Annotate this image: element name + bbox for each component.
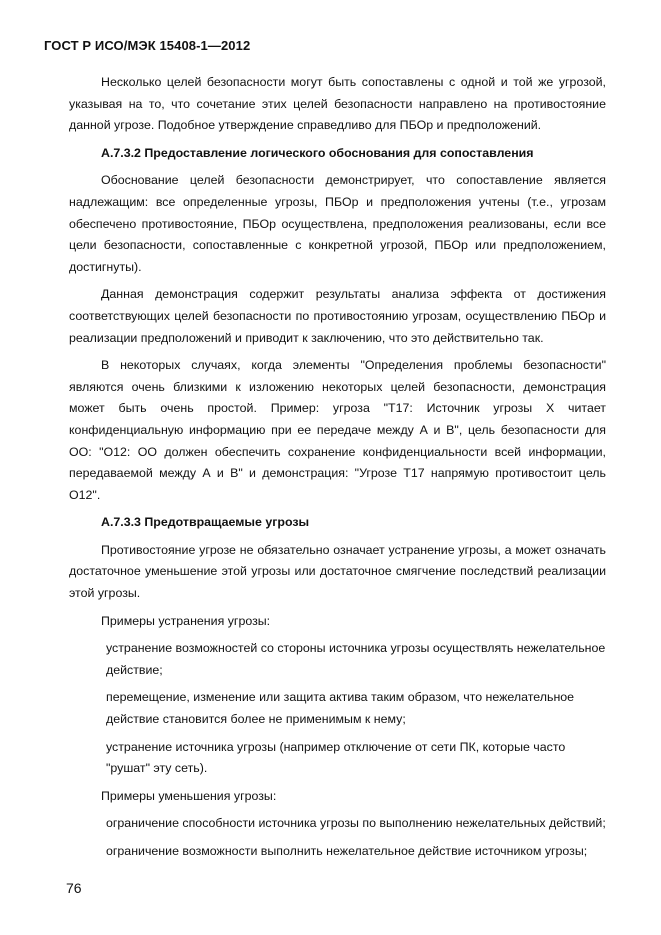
- examples-label: Примеры устранения угрозы:: [101, 613, 271, 628]
- list-item: ограничение способности источника угрозы по выполнению нежелательных действий;: [106, 816, 606, 831]
- document-header: ГОСТ Р ИСО/МЭК 15408-1—2012: [44, 38, 251, 53]
- list-item: устранение источника угрозы (например отключение от сети ПК, которые часто "рушат" эту сеть).: [106, 739, 566, 776]
- list-item: ограничение возможности выполнить нежелательное действие источником угрозы;: [106, 844, 588, 858]
- paragraph: Противостояние угрозе не обязательно означает устранение угрозы, а может означать достаточное уменьшение этой угрозы или достаточное смягчение последствий реализации этой угрозы.: [69, 542, 606, 601]
- section-heading: A.7.3.2 Предоставление логического обоснования для сопоставления: [101, 145, 534, 160]
- list-item: устранение возможностей со стороны источника угрозы осуществлять нежелательное действие;: [106, 641, 606, 677]
- paragraph: Обоснование целей безопасности демонстрирует, что сопоставление является надлежащим: все определенные угрозы, ПБОр и предположения учтены (т.е., угрозам обеспечено противостояние, ПБОр осуществлена, предположения реализованы, если все цели безопасности, сопоставленные с конкретной угрозой, ПБОр или предположением, достигнуты).: [69, 173, 606, 274]
- paragraph: В некоторых случаях, когда элементы "Определения проблемы безопасности" являются очень близкими к изложению некоторых целей безопасности, демонстрация может быть очень простой. Пример: угроза "Т17: Источник угрозы X читает конфиденциальную информацию при ее передаче между А и В", цель безопасности для ОО: "О12: ОО должен обеспечить сохранение конфиденциальности всей информации, передаваемой между А и В" и демонстрация: "Угрозе Т17 напрямую противостоит цель О12".: [69, 358, 606, 502]
- list-item: перемещение, изменение или защита актива таким образом, что нежелательное действие становится более не применимым к нему;: [106, 690, 575, 727]
- page-number: 76: [66, 880, 82, 896]
- paragraph: Данная демонстрация содержит результаты анализа эффекта от достижения соответствующих целей безопасности по противостоянию угрозам, осуществлению ПБОр и реализации предположений и приводит к заключению, что это действительно так.: [69, 287, 606, 345]
- paragraph: Несколько целей безопасности могут быть сопоставлены с одной и той же угрозой, указывая на то, что сочетание этих целей безопасности направлено на противостояние данной угрозе. Подобное утверждение справедливо для ПБОр и предположений.: [69, 75, 606, 133]
- document-body: [69, 72, 606, 869]
- examples-label: Примеры уменьшения угрозы:: [101, 788, 277, 803]
- section-heading: A.7.3.3 Предотвращаемые угрозы: [101, 515, 310, 530]
